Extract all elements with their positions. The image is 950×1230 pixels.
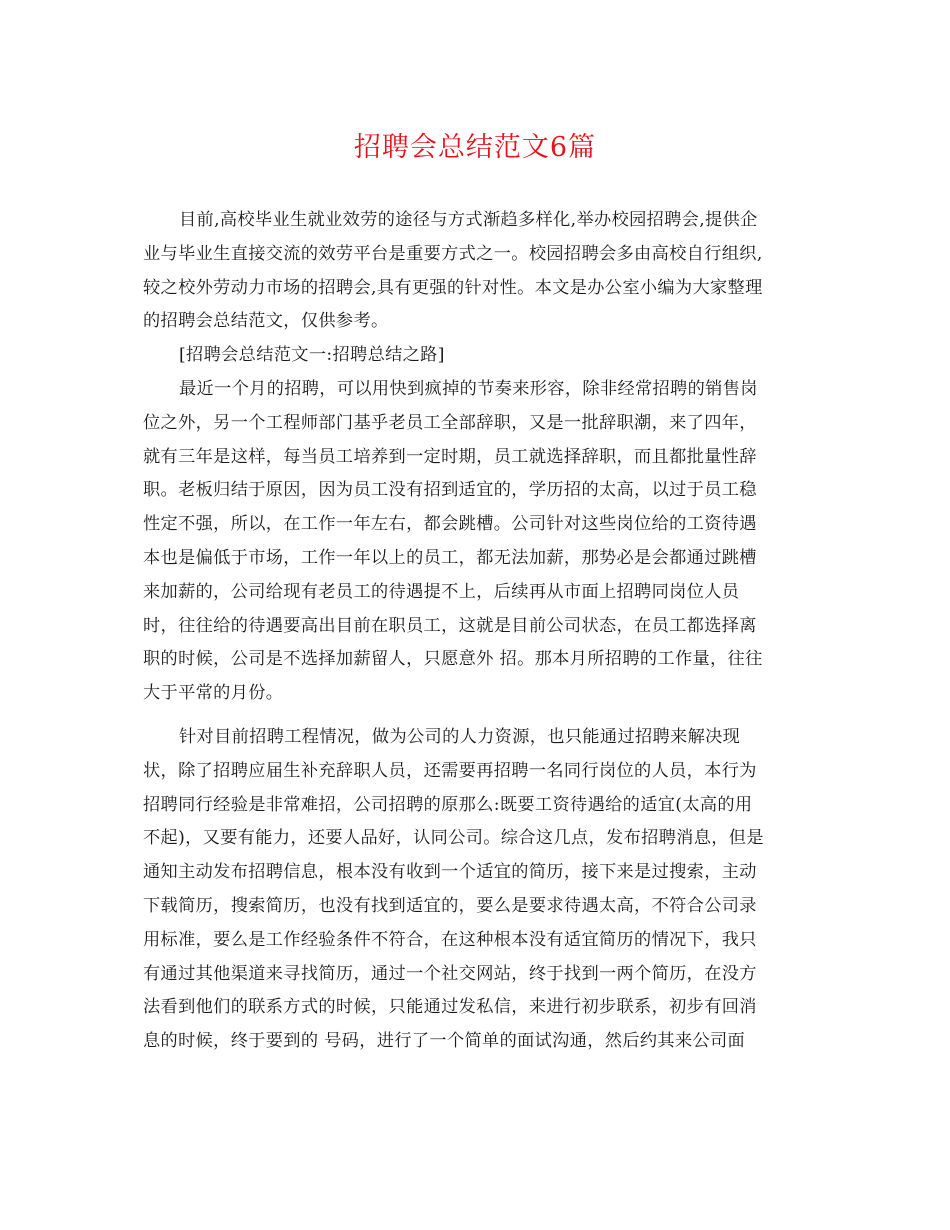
text-line: 不起)，又要有能力，还要人品好，认同公司。综合这几点，发布招聘消息，但是 <box>143 828 764 849</box>
text-line: 通知主动发布招聘信息，根本没有收到一个适宜的简历，接下来是过搜索，主动 <box>143 862 757 883</box>
text-line: 职。老板归结于原因，因为员工没有招到适宜的，学历招的太高，以过于员工稳 <box>143 480 757 501</box>
document-body <box>143 204 807 1059</box>
text-line: 性定不强，所以，在工作一年左右，都会跳槽。公司针对这些岗位给的工资待遇 <box>143 514 757 535</box>
text-line: 最近一个月的招聘，可以用快到疯掉的节奏来形容，除非经常招聘的销售岗 <box>179 378 758 399</box>
text-line: 下载简历，搜索简历，也没有找到适宜的，要么是要求待遇太高，不符合公司录 <box>143 895 757 916</box>
text-line: 有通过其他渠道来寻找简历，通过一个社交网站，终于找到一两个简历，在没方 <box>143 963 757 984</box>
text-line: 的招聘会总结范文，仅供参考。 <box>143 311 389 332</box>
text-line: 用标准，要么是工作经验条件不符合，在这种根本没有适宜简历的情况下，我只 <box>143 929 757 950</box>
text-line: 息的时候，终于要到的 号码，进行了一个简单的面试沟通，然后约其来公司面 <box>143 1031 746 1052</box>
intro-paragraph <box>143 204 807 339</box>
section-heading <box>143 339 807 373</box>
text-line: 大于平常的月份。 <box>143 683 284 704</box>
section-heading-text: [招聘会总结范文一:招聘总结之路] <box>179 345 445 366</box>
text-line: 时，往往给的待遇要高出目前在职员工，这就是目前公司状态，在员工都选择离 <box>143 615 757 636</box>
body-paragraph <box>143 373 807 711</box>
body-paragraph <box>143 721 807 1059</box>
text-line: 业与毕业生直接交流的效劳平台是重要方式之一。校园招聘会多由高校自行组织, <box>143 243 763 264</box>
text-line: 来加薪的，公司给现有老员工的待遇提不上，后续再从市面上招聘同岗位人员 <box>143 581 740 602</box>
text-line: 本也是偏低于市场，工作一年以上的员工，都无法加薪，那势必是会都通过跳槽 <box>143 547 757 568</box>
text-line: 目前,高校毕业生就业效劳的途径与方式渐趋多样化,举办校园招聘会,提供企 <box>179 210 758 230</box>
text-line: 针对目前招聘工程情况，做为公司的人力资源，也只能通过招聘来解决现 <box>179 726 741 747</box>
text-line: 职的时候，公司是不选择加薪留人，只愿意外 招。那本月所招聘的工作量，往往 <box>143 649 763 670</box>
text-line: 招聘同行经验是非常难招，公司招聘的原那么:既要工资待遇给的适宜(太高的用 <box>143 794 753 815</box>
text-line: 较之校外劳动力市场的招聘会,具有更强的针对性。本文是办公室小编为大家整理 <box>143 277 763 298</box>
text-line: 法看到他们的联系方式的时候，只能通过发私信，来进行初步联系，初步有回消 <box>143 997 757 1018</box>
document-title: 招聘会总结范文6篇 <box>353 132 597 163</box>
text-line: 就有三年是这样，每当员工培养到一定时期，员工就选择辞职，而且都批量性辞 <box>143 446 757 467</box>
paragraph-gap <box>143 711 807 721</box>
text-line: 位之外，另一个工程师部门基乎老员工全部辞职，又是一批辞职潮，来了四年， <box>143 412 757 433</box>
text-line: 状，除了招聘应届生补充辞职人员，还需要再招聘一名同行岗位的人员，本行为 <box>143 760 757 781</box>
